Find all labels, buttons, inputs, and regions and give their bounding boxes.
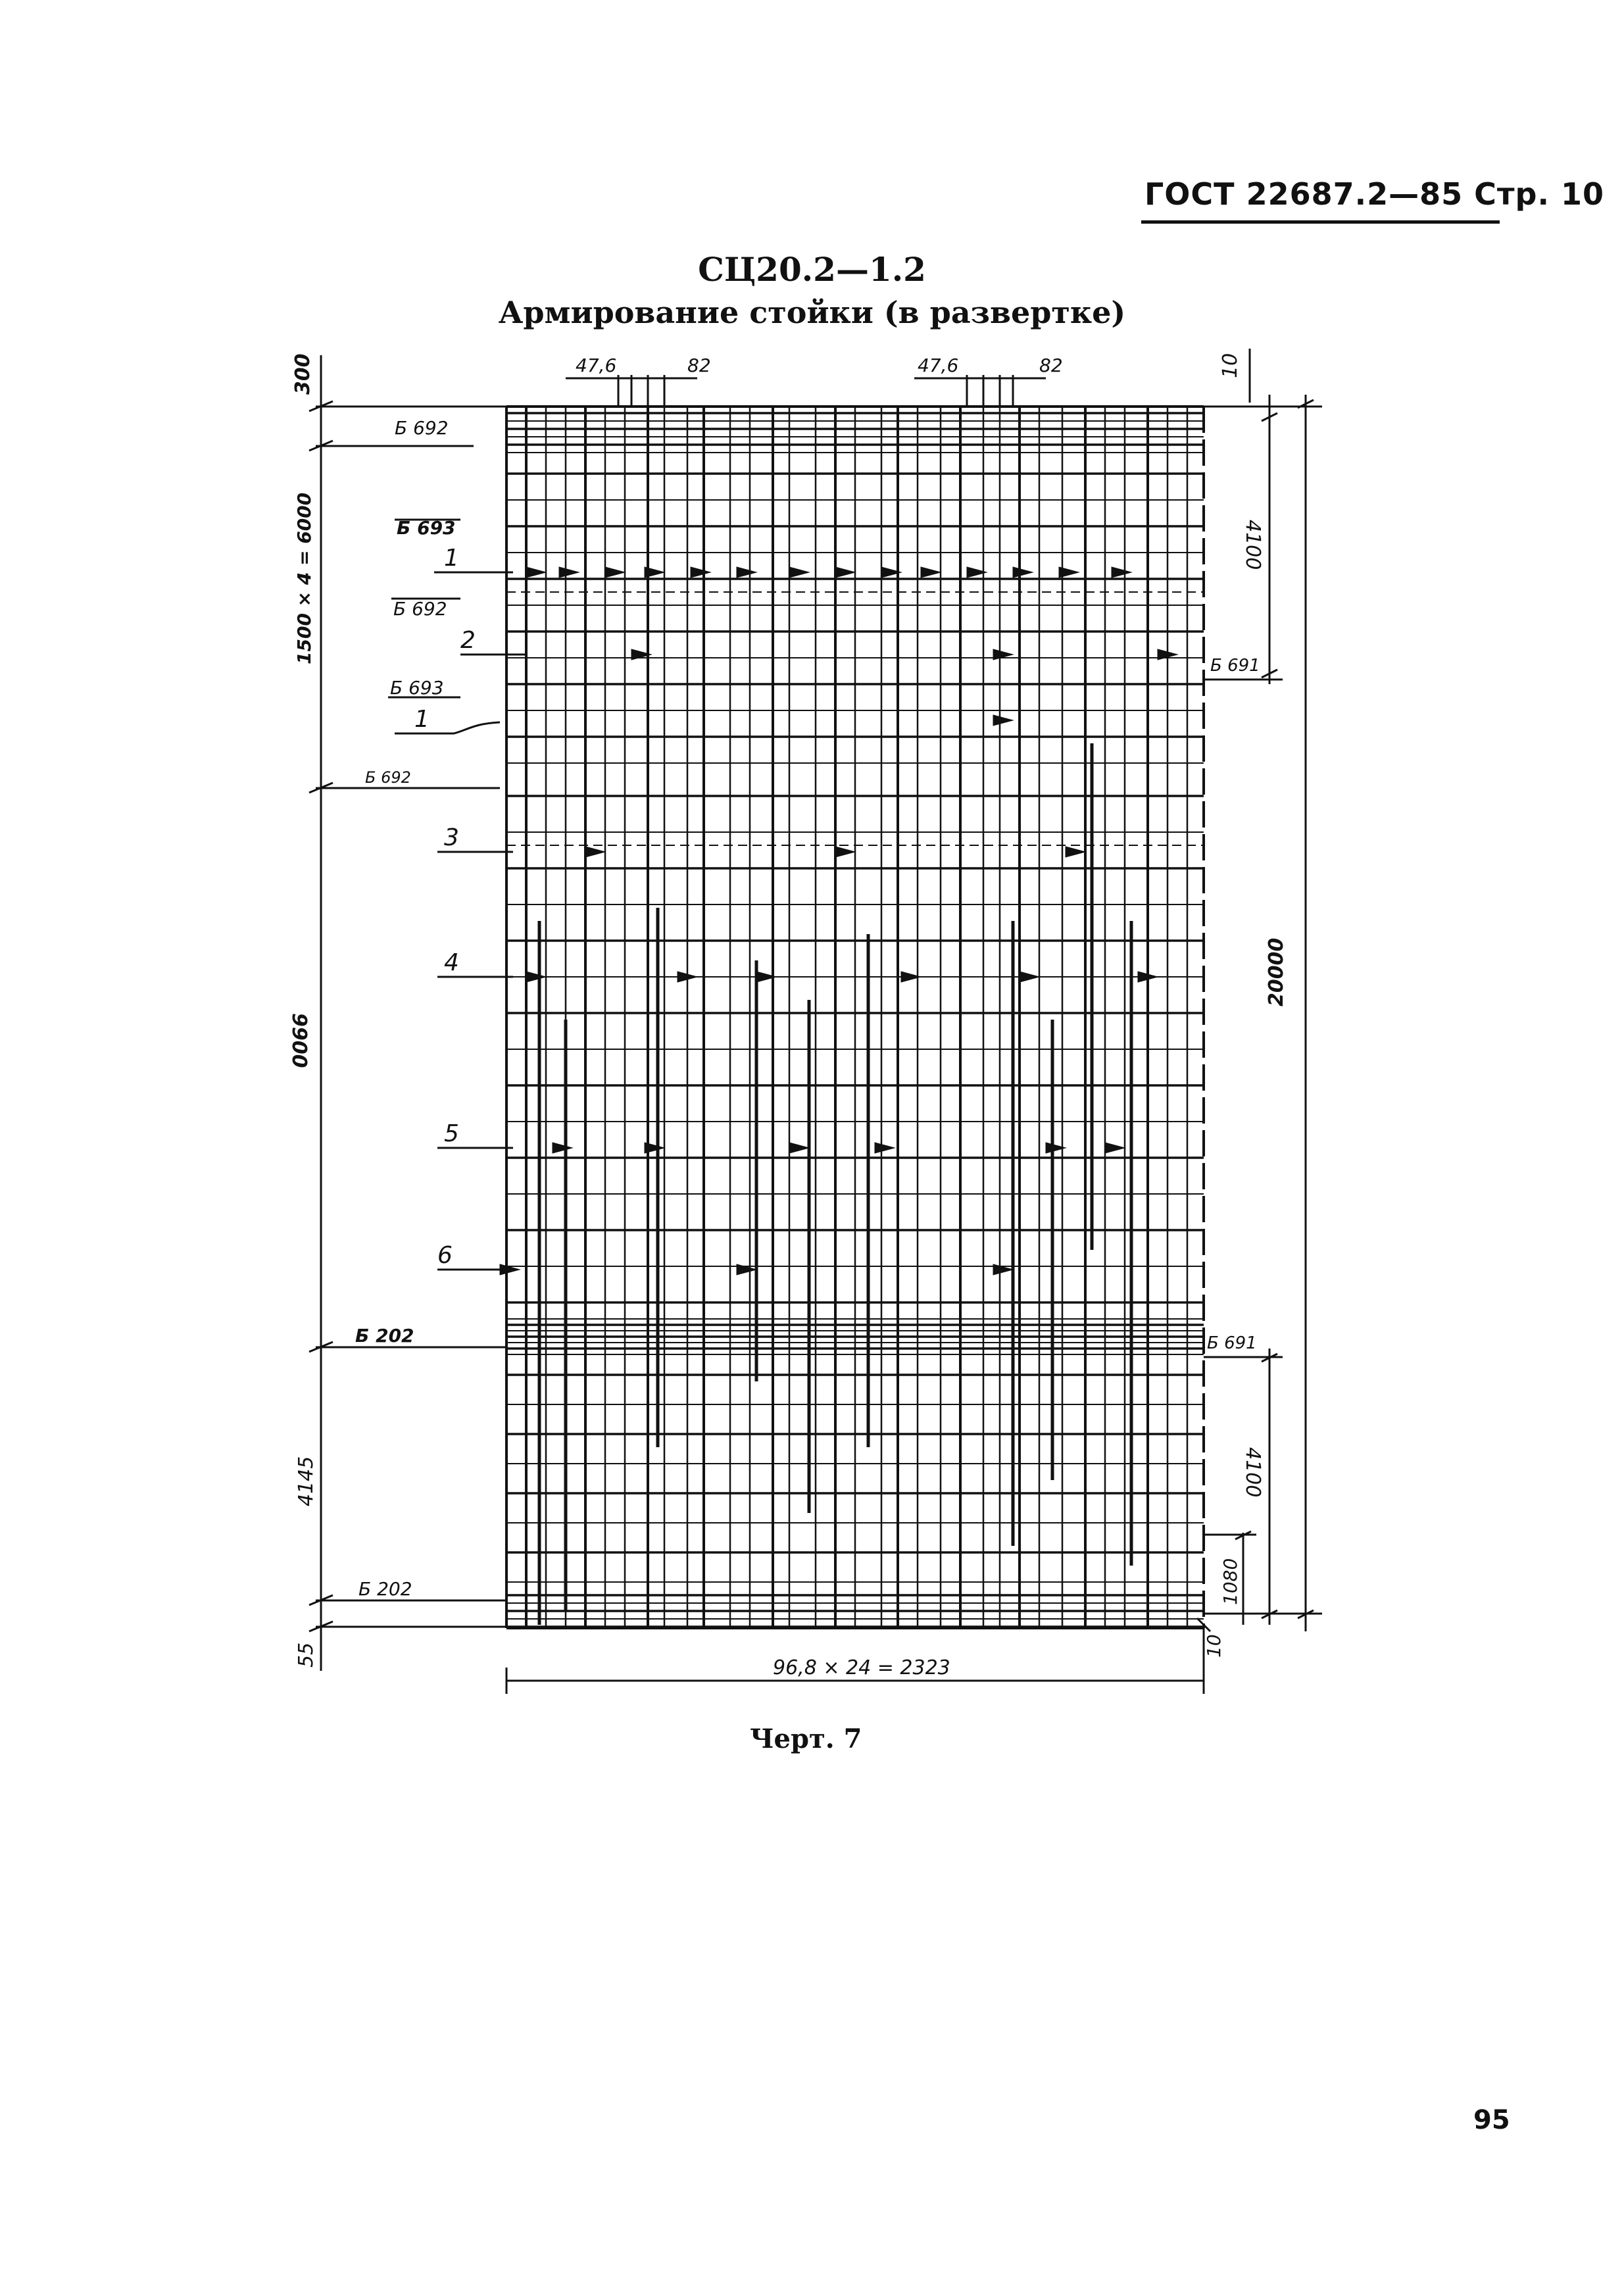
- dim-top-spacing-2: 47,6: [918, 355, 959, 376]
- mark-b202-b: Б 202: [358, 1578, 412, 1600]
- dim-lower-right-zone: 4100: [1241, 1447, 1264, 1498]
- dim-bottom-right-zone: 1080: [1219, 1558, 1241, 1605]
- rebar-arrow: [1059, 567, 1079, 578]
- rebar-arrow: [835, 567, 855, 578]
- rebar-arrow: [789, 567, 809, 578]
- dim-top-gap-2: 82: [1039, 355, 1063, 376]
- callout-4: 4: [444, 949, 459, 976]
- rebar-arrow: [737, 567, 756, 578]
- rebar-arrow: [993, 715, 1013, 726]
- dim-top-spacing-1: 47,6: [576, 355, 617, 376]
- dim-bottom-left: 55: [295, 1642, 318, 1668]
- rebar-arrow: [645, 1143, 664, 1153]
- mark-b692-c: Б 692: [365, 768, 411, 787]
- rebar-arrow: [1105, 1143, 1125, 1153]
- dim-total-height: 20000: [1265, 937, 1288, 1006]
- drawing-caption: Черт. 7: [750, 1723, 862, 1754]
- rebar-arrow: [585, 847, 605, 857]
- reinforcement-mesh: [506, 407, 1204, 1628]
- callout-1a: 1: [444, 545, 459, 572]
- page-number: 95: [1473, 2105, 1510, 2135]
- callout-1b: 1: [414, 706, 430, 733]
- rebar-arrow: [526, 567, 546, 578]
- dim-top-right: 10: [1219, 353, 1242, 378]
- rebar-arrow: [835, 847, 855, 857]
- rebar-arrow: [1020, 972, 1039, 982]
- rebar-arrow: [921, 567, 941, 578]
- dim-bottom-width: 96,8 × 24 = 2323: [773, 1656, 950, 1679]
- rebar-arrow: [875, 1143, 895, 1153]
- dim-bottom-right-gap: 10: [1203, 1634, 1225, 1658]
- mark-b691-right-top: Б 691: [1210, 656, 1260, 676]
- drawing-code-title: СЦ20.2—1.2: [698, 250, 926, 289]
- rebar-arrow: [789, 1143, 809, 1153]
- dim-upper-right-zone: 4100: [1241, 520, 1264, 570]
- standard-header: ГОСТ 22687.2—85 Стр. 10: [1144, 176, 1604, 212]
- mark-b692-b: Б 692: [393, 598, 447, 620]
- mark-b202-a: Б 202: [355, 1325, 414, 1347]
- rebar-arrow: [645, 567, 664, 578]
- callout-6: 6: [437, 1242, 453, 1269]
- rebar-arrow: [526, 972, 546, 982]
- rebar-arrow: [1013, 567, 1033, 578]
- callout-3: 3: [444, 824, 459, 851]
- mark-b692-top: Б 692: [395, 417, 449, 439]
- rebar-arrows: [500, 567, 1177, 1275]
- mark-b691-right-bottom: Б 691: [1207, 1333, 1257, 1353]
- callout-5: 5: [444, 1120, 459, 1147]
- rebar-arrow: [559, 567, 579, 578]
- drawing-subtitle: Армирование стойки (в развертке): [498, 295, 1126, 330]
- dim-lower-left-zone: 4145: [295, 1456, 318, 1506]
- dim-top-gap-1: 82: [687, 355, 711, 376]
- callout-2: 2: [460, 627, 476, 654]
- dim-middle-left-zone: 9900: [287, 1013, 310, 1068]
- rebar-arrow: [605, 567, 625, 578]
- dim-upper-left-zone: 1500 × 4 = 6000: [293, 492, 315, 664]
- rebar-arrow: [1112, 567, 1131, 578]
- mark-b693-a: Б 693: [397, 517, 456, 539]
- dim-top-gap: 300: [291, 353, 314, 395]
- rebar-arrow: [1066, 847, 1085, 857]
- rebar-arrow: [553, 1143, 572, 1153]
- rebar-arrow: [691, 567, 710, 578]
- mark-b693-b: Б 693: [390, 677, 444, 699]
